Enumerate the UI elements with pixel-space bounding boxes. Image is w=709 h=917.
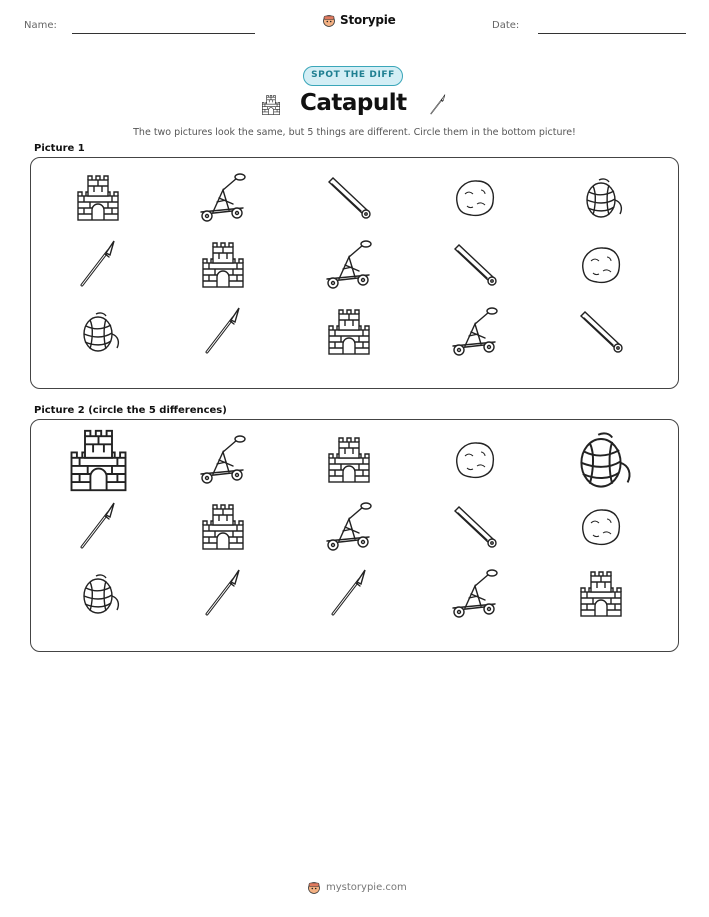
picture2-castle-icon[interactable] — [58, 420, 139, 501]
picture1-rock-icon — [445, 168, 505, 228]
activity-badge: SPOT THE DIFF — [303, 66, 403, 86]
picture2-rock-icon[interactable] — [445, 430, 505, 490]
date-label: Date: — [492, 20, 520, 31]
pie-mascot-icon — [322, 13, 336, 27]
picture2-label: Picture 2 (circle the 5 differences) — [34, 405, 227, 416]
picture2-catapult-icon[interactable] — [319, 497, 379, 557]
pie-mascot-icon — [307, 880, 321, 894]
picture1-catapult-icon — [193, 168, 253, 228]
picture1-rope-icon — [68, 302, 128, 362]
picture1-rock-icon — [571, 235, 631, 295]
page-title: Catapult — [300, 90, 407, 116]
picture1-rope-icon — [571, 168, 631, 228]
picture1-castle-icon — [68, 168, 128, 228]
picture1-spear-icon — [68, 235, 128, 295]
date-field[interactable] — [538, 33, 686, 34]
picture2-rock-icon[interactable] — [571, 497, 631, 557]
picture1-catapult-icon — [445, 302, 505, 362]
instructions: The two pictures look the same, but 5 things are different. Circle them in the bottom picture! — [133, 127, 576, 138]
picture2-catapult-icon[interactable] — [445, 564, 505, 624]
picture2-rope-icon[interactable] — [68, 564, 128, 624]
picture2-plank-icon[interactable] — [445, 497, 505, 557]
footer-site: mystorypie.com — [326, 881, 407, 893]
picture1-catapult-icon — [319, 235, 379, 295]
picture2-castle-icon[interactable] — [319, 430, 379, 490]
footer — [307, 880, 407, 894]
picture1-plank-icon — [445, 235, 505, 295]
picture1-spear-icon — [193, 302, 253, 362]
name-field[interactable] — [72, 33, 255, 34]
picture1-plank-icon — [319, 168, 379, 228]
picture2-spear-icon[interactable] — [193, 564, 253, 624]
picture1-castle-icon — [319, 302, 379, 362]
picture2-castle-icon[interactable] — [193, 497, 253, 557]
picture1-label: Picture 1 — [34, 143, 85, 154]
picture1-panel — [30, 157, 679, 389]
picture2-panel[interactable] — [30, 419, 679, 652]
castle-icon — [258, 92, 284, 118]
picture2-rope-icon[interactable] — [559, 418, 643, 502]
picture2-catapult-icon[interactable] — [193, 430, 253, 490]
name-label: Name: — [24, 20, 57, 31]
spear-icon — [425, 90, 451, 120]
picture1-castle-icon — [193, 235, 253, 295]
picture1-plank-icon — [571, 302, 631, 362]
picture2-castle-icon[interactable] — [571, 564, 631, 624]
picture2-spear-icon[interactable] — [319, 564, 379, 624]
picture2-spear-icon[interactable] — [68, 497, 128, 557]
brand-name: Storypie — [340, 13, 396, 27]
brand-logo — [322, 13, 396, 27]
